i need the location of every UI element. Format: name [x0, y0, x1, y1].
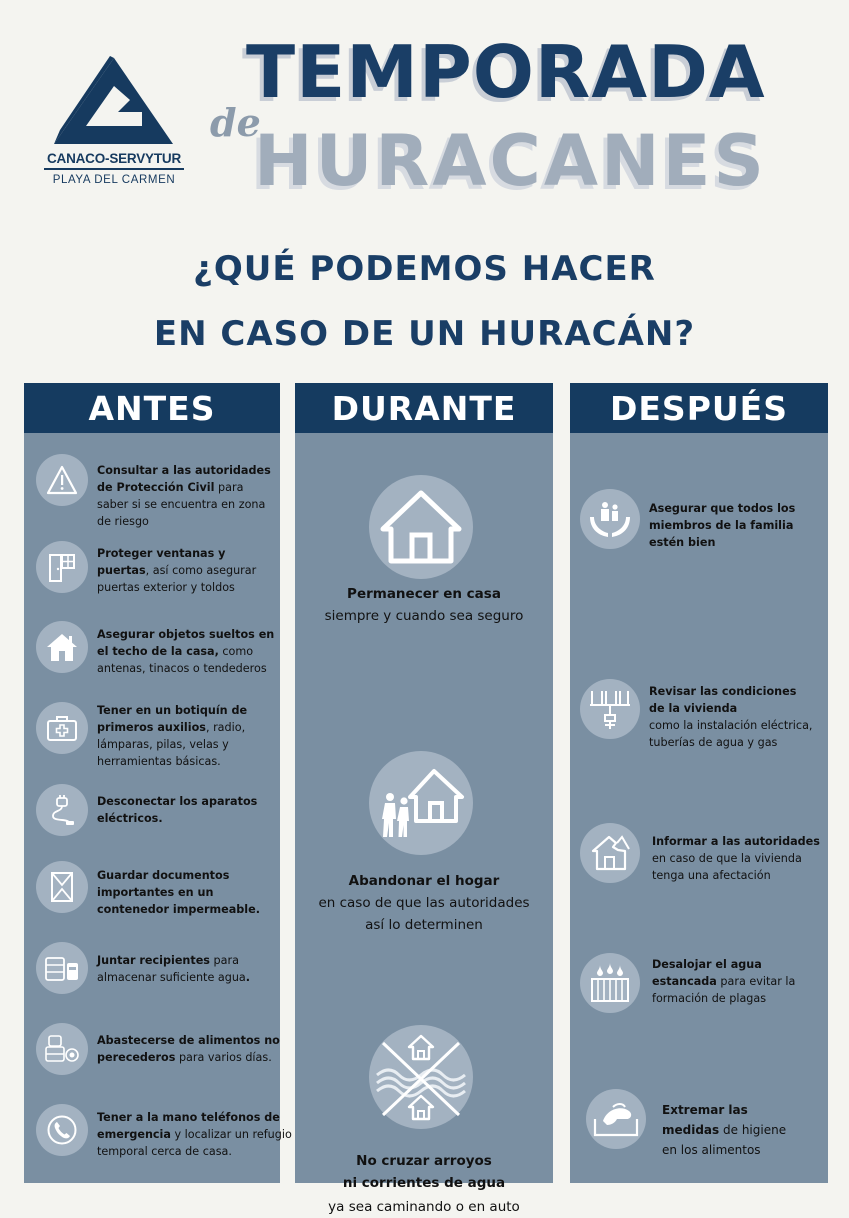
envelope-icon [36, 861, 88, 913]
despues-heading: DESPUÉS [570, 383, 828, 433]
antes-item-4-text: Tener en un botiquín de primeros auxilios, radio, lámparas, pilas, velas y herramientas básicas. [97, 704, 248, 768]
antes-item-5-text: Desconectar los aparatos eléctricos. [97, 795, 258, 825]
durante-item-1-title: Permanecer en casa [347, 586, 501, 602]
standing-water-icon [580, 953, 640, 1013]
antes-item-2-text: Proteger ventanas y puertas, así como asegurar puertas exterior y toldos [97, 547, 257, 594]
durante-item-1-desc: siempre y cuando sea seguro [324, 608, 524, 624]
antes-heading: ANTES [24, 383, 280, 433]
antes-item-6-text: Guardar documentos importantes en un contenedor impermeable. [97, 869, 260, 916]
durante-item-2-desc-2: así lo determinen [365, 917, 483, 933]
antes-item-7-text: Juntar recipientes para almacenar suficiente agua. [97, 954, 251, 984]
antes-item-8-text: Abastecerse de alimentos no perecederos para varios días. [97, 1034, 280, 1064]
title-line-1: TEMPORADA [246, 30, 766, 114]
subtitle-line-1: ¿QUÉ PODEMOS HACER [193, 249, 656, 289]
despues-item-1-text: Asegurar que todos los miembros de la familia estén bien [649, 502, 796, 549]
hand-washing-icon [586, 1089, 646, 1149]
logo-mark-icon [50, 52, 178, 148]
subtitle-line-2: EN CASO DE UN HURACÁN? [153, 314, 696, 354]
despues-column [570, 383, 828, 1183]
logo [44, 52, 184, 192]
despues-item-2-text: Revisar las condiciones de la vivienda como la instalación eléctrica, tuberías de agua y gas [649, 685, 813, 749]
durante-item-3-desc: ya sea caminando o en auto [328, 1199, 520, 1215]
durante-column [295, 383, 553, 1215]
canned-food-icon [36, 1023, 88, 1075]
antes-column [24, 383, 292, 1183]
phone-icon [36, 1104, 88, 1156]
home-icon [369, 475, 473, 579]
durante-item-2-desc-1: en caso de que las autoridades [318, 895, 530, 911]
durante-item-3-title-1: No cruzar arroyos [356, 1153, 492, 1169]
window-door-icon [36, 541, 88, 593]
no-crossing-water-icon [369, 1025, 473, 1129]
antes-item-3-text: Asegurar objetos sueltos en el techo de la casa, como antenas, tinacos o tendederos [97, 628, 275, 675]
plug-icon [36, 784, 88, 836]
antes-item-1-text: Consultar a las autoridades de Protección Civil para saber si se encuentra en zona de riesgo [97, 464, 271, 528]
pipes-wiring-icon [580, 679, 640, 739]
despues-item-5-text: Extremar las medidas de higiene en los alimentos [662, 1103, 787, 1157]
family-care-icon [580, 489, 640, 549]
logo-name: CANACO-SERVYTUR [44, 151, 184, 170]
antes-item-9-text: Tener a la mano teléfonos de emergencia y localizar un refugio temporal cerca de casa. [97, 1111, 292, 1158]
title-connector: de [210, 100, 261, 145]
damaged-house-icon [580, 823, 640, 883]
water-containers-icon [36, 942, 88, 994]
despues-item-3-text: Informar a las autoridades en caso de que la vivienda tenga una afectación [652, 835, 820, 882]
despues-item-4-text: Desalojar el agua estancada para evitar la formación de plagas [652, 958, 796, 1005]
logo-location: PLAYA DEL CARMEN [52, 174, 176, 186]
durante-heading: DURANTE [295, 383, 553, 433]
warning-icon [36, 454, 88, 506]
first-aid-kit-icon [36, 702, 88, 754]
durante-item-3-title-2: ni corrientes de agua [342, 1175, 506, 1191]
durante-item-2-title: Abandonar el hogar [348, 873, 500, 889]
house-icon [36, 621, 88, 673]
title-line-2: HURACANES [254, 120, 767, 202]
people-leaving-home-icon [369, 751, 473, 855]
